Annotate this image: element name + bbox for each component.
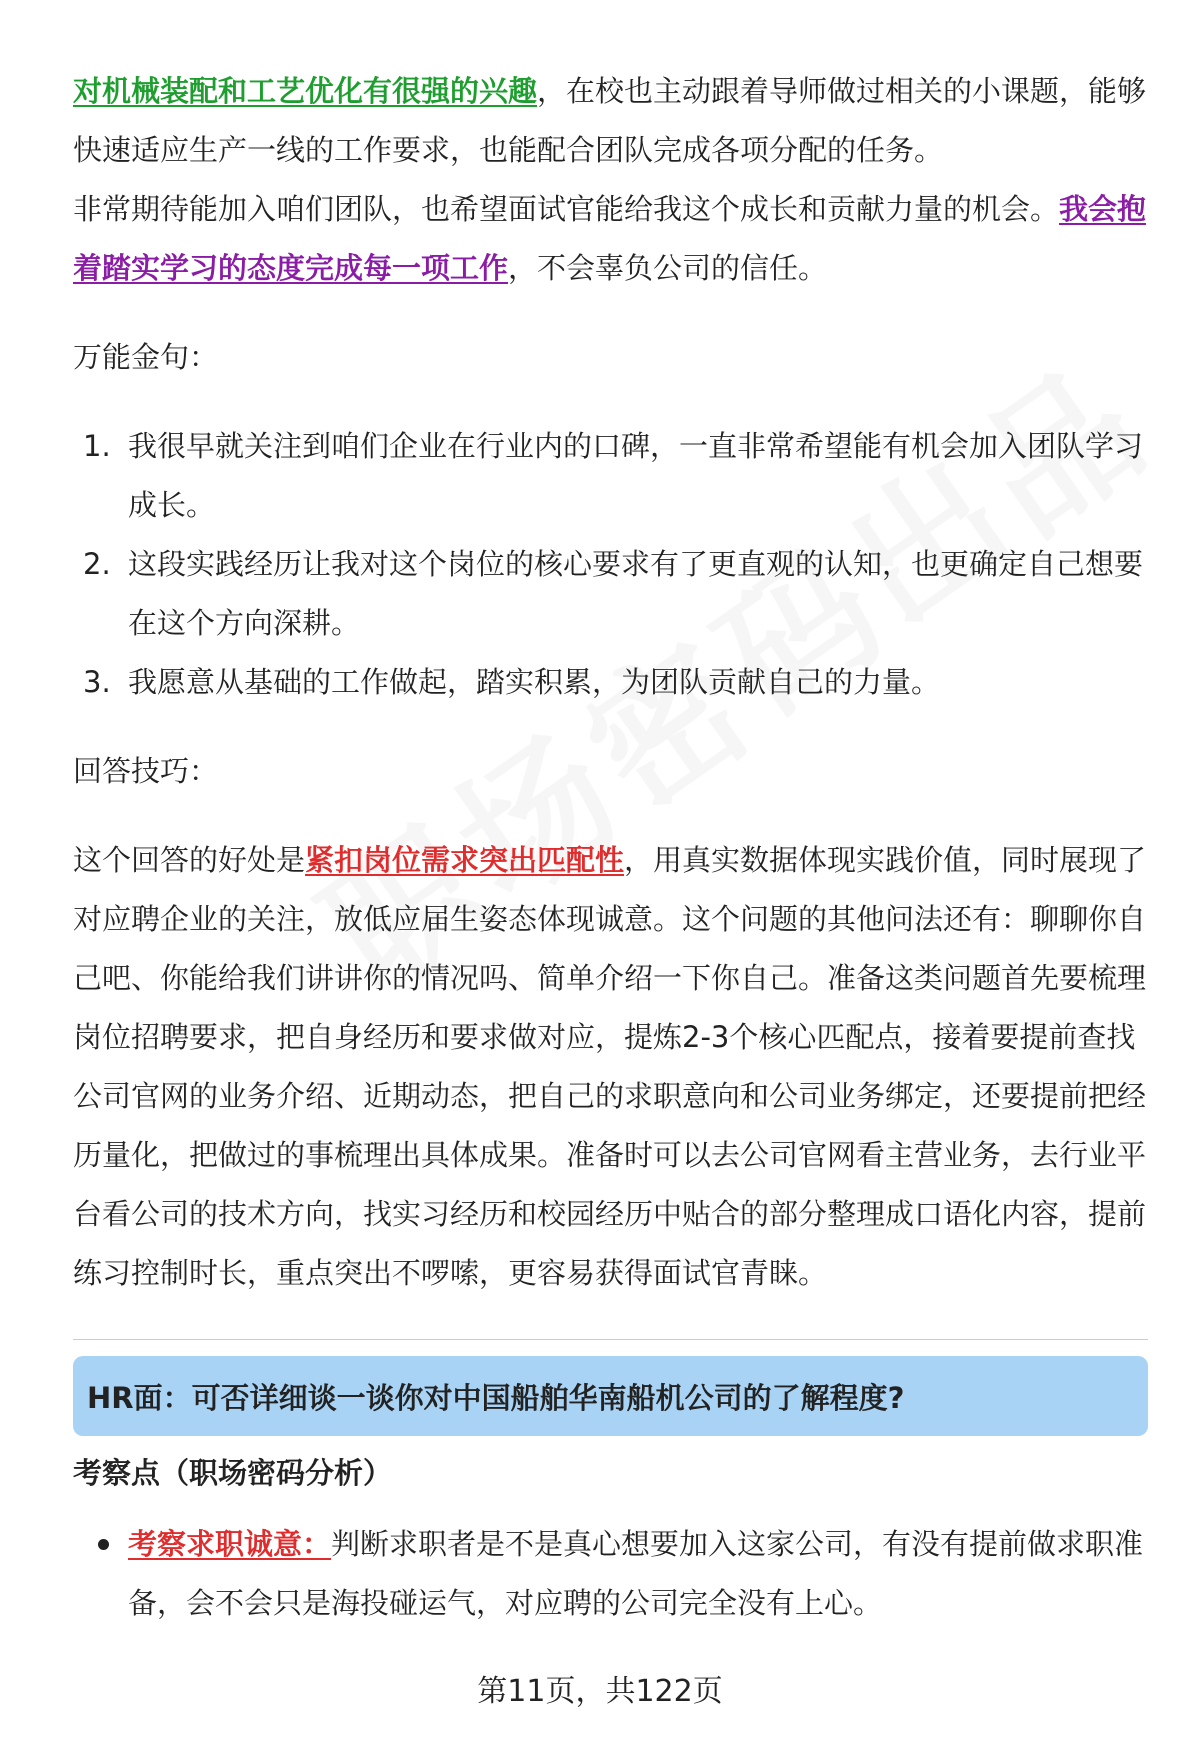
exam-bullets (73, 1515, 1148, 1633)
page-number: 第11页，共122页 (477, 1674, 723, 1709)
tips-text: ，用真实数据体现实践价值，同时展现了对应聘企业的关注，放低应届生姿态体现诚意。这个问题的其他问法还有：聊聊你自己吧、你能给我们讲讲你的情况吗、简单介绍一下你自己。准备这类问题首先要梳理岗位招聘要求，把自身经历和要求做对应，提炼2-3个核心匹配点，接着要提前查找公司官网的业务介绍、近期动态，把自己的求职意向和公司业务绑定，还要提前把经历量化，把做过的事梳理出具体成果。准备时可以去公司官网看主营业务，去行业平台看公司的技术方向，找实习经历和校园经历中贴合的部分整理成口语化内容，提前练习控制时长，重点突出不啰嗦，更容易获得面试官青睐。 (73, 843, 1147, 1290)
list-item (73, 653, 1148, 712)
intro-text: ，不会辜负公司的信任。 (508, 251, 828, 285)
intro-paragraph-2 (73, 180, 1148, 298)
section-divider (73, 1339, 1148, 1340)
bullet-dot-icon (98, 1539, 109, 1550)
exam-heading: 考察点（职场密码分析） (73, 1456, 393, 1490)
red-highlight: 紧扣岗位需求突出匹配性 (305, 843, 625, 877)
tips-text: 这个回答的好处是 (73, 843, 306, 877)
list-text: 我很早就关注到咱们企业在行业内的口碑，一直非常希望能有机会加入团队学习成长。 (128, 429, 1144, 522)
phrases-heading: 万能金句： (73, 340, 219, 374)
phrases-list (73, 417, 1148, 712)
list-number: 1. (83, 429, 111, 463)
bullet-text: 判断求职者是不是真心想要加入这家公司，有没有提前做求职准备，会不会只是海投碰运气，对应聘的公司完全没有上心。 (128, 1527, 1144, 1620)
list-item (73, 535, 1148, 653)
list-text: 这段实践经历让我对这个岗位的核心要求有了更直观的认知，也更确定自己想要在这个方向深耕。 (128, 547, 1144, 640)
bullet-item (73, 1515, 1148, 1633)
purple-highlight: 我会抱着踏实学习的态度完成每一项工作 (73, 192, 1147, 285)
red-highlight: 考察求职诚意： (128, 1527, 332, 1561)
tips-heading: 回答技巧： (73, 754, 219, 788)
intro-paragraph-1 (73, 62, 1148, 180)
tips-paragraph (73, 831, 1148, 1303)
list-number: 3. (83, 665, 111, 699)
intro-text: 非常期待能加入咱们团队，也希望面试官能给我这个成长和贡献力量的机会。 (73, 192, 1060, 226)
list-item (73, 417, 1148, 535)
list-text: 我愿意从基础的工作做起，踏实积累，为团队贡献自己的力量。 (128, 665, 941, 699)
content-area (73, 62, 1148, 1633)
intro-text: ，在校也主动跟着导师做过相关的小课题，能够快速适应生产一线的工作要求，也能配合团队完成各项分配的任务。 (73, 74, 1147, 167)
hr-question-box: HR面：可否详细谈一谈你对中国船舶华南船机公司的了解程度? (73, 1356, 1148, 1436)
list-number: 2. (83, 547, 111, 581)
green-highlight: 对机械装配和工艺优化有很强的兴趣 (73, 74, 538, 108)
